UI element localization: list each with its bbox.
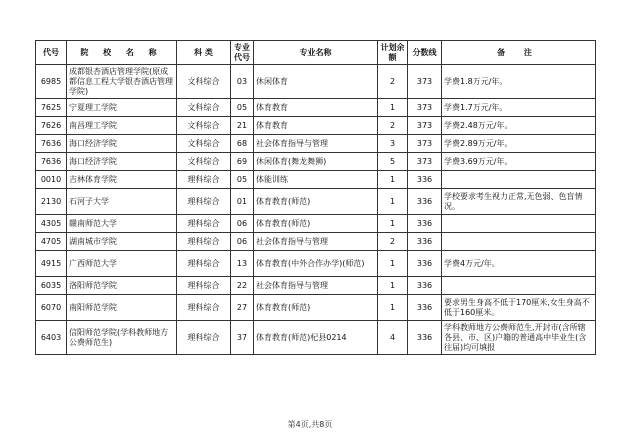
cell-school: 石河子大学	[67, 189, 177, 215]
cell-category: 理科综合	[177, 233, 231, 251]
cell-score: 336	[408, 233, 442, 251]
cell-score: 336	[408, 215, 442, 233]
cell-score: 336	[408, 277, 442, 295]
cell-major-name: 体育教育(师范)	[254, 215, 378, 233]
table-row	[36, 135, 596, 153]
table-row	[36, 215, 596, 233]
cell-category: 理科综合	[177, 189, 231, 215]
cell-major-name: 休闲体育	[254, 65, 378, 99]
cell-remark	[442, 277, 596, 295]
cell-plan: 5	[378, 153, 408, 171]
cell-score: 336	[408, 295, 442, 321]
cell-major-name: 体育教育(师范)杞县0214	[254, 321, 378, 355]
cell-school: 海口经济学院	[67, 135, 177, 153]
cell-major-code: 13	[231, 251, 254, 277]
header-code: 代号	[36, 41, 67, 65]
cell-remark: 学费1.7万元/年。	[442, 99, 596, 117]
table-row	[36, 65, 596, 99]
cell-category: 文科综合	[177, 135, 231, 153]
cell-category: 理科综合	[177, 277, 231, 295]
cell-plan: 2	[378, 233, 408, 251]
cell-code: 7636	[36, 153, 67, 171]
table-row	[36, 277, 596, 295]
cell-category: 文科综合	[177, 153, 231, 171]
table-row	[36, 117, 596, 135]
cell-school: 南昌理工学院	[67, 117, 177, 135]
cell-school: 广西师范大学	[67, 251, 177, 277]
cell-code: 4305	[36, 215, 67, 233]
cell-major-code: 01	[231, 189, 254, 215]
cell-category: 理科综合	[177, 321, 231, 355]
header-category: 科 类	[177, 41, 231, 65]
cell-remark: 学费4万元/年。	[442, 251, 596, 277]
cell-code: 2130	[36, 189, 67, 215]
cell-major-code: 06	[231, 233, 254, 251]
cell-score: 336	[408, 171, 442, 189]
cell-major-name: 体育教育	[254, 117, 378, 135]
cell-plan: 2	[378, 117, 408, 135]
header-remark: 备 注	[442, 41, 596, 65]
cell-category: 理科综合	[177, 295, 231, 321]
cell-plan: 4	[378, 321, 408, 355]
cell-score: 336	[408, 189, 442, 215]
cell-category: 文科综合	[177, 99, 231, 117]
cell-school: 洛阳师范学院	[67, 277, 177, 295]
cell-school: 赣南师范大学	[67, 215, 177, 233]
cell-remark: 学费1.8万元/年。	[442, 65, 596, 99]
cell-major-code: 27	[231, 295, 254, 321]
cell-major-name: 体育教育(师范)	[254, 189, 378, 215]
cell-code: 6403	[36, 321, 67, 355]
header-major-name: 专业名称	[254, 41, 378, 65]
cell-remark: 学科教师地方公费师范生,开封市(含所辖各县、市、区)户籍的普通高中毕业生(含往届)均可填报	[442, 321, 596, 355]
header-score: 分数线	[408, 41, 442, 65]
cell-major-name: 社会体育指导与管理	[254, 135, 378, 153]
cell-remark: 学费2.89万元/年。	[442, 135, 596, 153]
page-number: 第4页,共8页	[287, 420, 333, 429]
cell-school: 海口经济学院	[67, 153, 177, 171]
cell-major-code: 22	[231, 277, 254, 295]
cell-code: 7625	[36, 99, 67, 117]
cell-school: 南阳师范学院	[67, 295, 177, 321]
cell-code: 6035	[36, 277, 67, 295]
cell-score: 373	[408, 153, 442, 171]
header-school: 院 校 名 称	[67, 41, 177, 65]
cell-plan: 1	[378, 189, 408, 215]
cell-major-name: 休闲体育(舞龙舞狮)	[254, 153, 378, 171]
table-row	[36, 153, 596, 171]
cell-major-name: 体能训练	[254, 171, 378, 189]
cell-major-code: 05	[231, 99, 254, 117]
cell-remark	[442, 215, 596, 233]
cell-school: 吉林体育学院	[67, 171, 177, 189]
cell-score: 336	[408, 251, 442, 277]
cell-plan: 1	[378, 251, 408, 277]
cell-school: 成都银杏酒店管理学院(原成都信息工程大学银杏酒店管理学院)	[67, 65, 177, 99]
cell-plan: 1	[378, 215, 408, 233]
table-row	[36, 251, 596, 277]
cell-score: 373	[408, 65, 442, 99]
table-row	[36, 321, 596, 355]
table-row	[36, 295, 596, 321]
cell-plan: 1	[378, 295, 408, 321]
cell-major-code: 68	[231, 135, 254, 153]
cell-code: 7626	[36, 117, 67, 135]
cell-code: 6985	[36, 65, 67, 99]
cell-plan: 3	[378, 135, 408, 153]
cell-category: 理科综合	[177, 171, 231, 189]
cell-plan: 1	[378, 99, 408, 117]
cell-remark: 学费2.48万元/年。	[442, 117, 596, 135]
table-row	[36, 233, 596, 251]
cell-major-name: 社会体育指导与管理	[254, 277, 378, 295]
cell-major-name: 体育教育(师范)	[254, 295, 378, 321]
table-row	[36, 171, 596, 189]
cell-code: 4915	[36, 251, 67, 277]
cell-major-code: 06	[231, 215, 254, 233]
cell-category: 理科综合	[177, 215, 231, 233]
cell-remark	[442, 171, 596, 189]
cell-school: 湖南城市学院	[67, 233, 177, 251]
admission-table	[35, 40, 596, 355]
cell-major-code: 37	[231, 321, 254, 355]
cell-major-name: 体育教育(中外合作办学)(师范)	[254, 251, 378, 277]
table-row	[36, 99, 596, 117]
cell-code: 7636	[36, 135, 67, 153]
cell-category: 文科综合	[177, 65, 231, 99]
cell-score: 373	[408, 99, 442, 117]
cell-code: 6070	[36, 295, 67, 321]
cell-major-code: 03	[231, 65, 254, 99]
cell-major-code: 69	[231, 153, 254, 171]
cell-code: 4705	[36, 233, 67, 251]
cell-category: 文科综合	[177, 117, 231, 135]
table-row	[36, 189, 596, 215]
cell-plan: 1	[378, 277, 408, 295]
cell-major-name: 体育教育	[254, 99, 378, 117]
cell-major-code: 21	[231, 117, 254, 135]
cell-code: 0010	[36, 171, 67, 189]
cell-major-code: 05	[231, 171, 254, 189]
table-header-row	[36, 41, 596, 65]
cell-school: 信阳师范学院(学科教师地方公费师范生)	[67, 321, 177, 355]
cell-remark: 要求男生身高不低于170厘米,女生身高不低于160厘米。	[442, 295, 596, 321]
cell-plan: 2	[378, 65, 408, 99]
cell-remark	[442, 233, 596, 251]
cell-remark: 学校要求考生视力正常,无色弱、色盲情况。	[442, 189, 596, 215]
cell-category: 理科综合	[177, 251, 231, 277]
cell-remark: 学费3.69万元/年。	[442, 153, 596, 171]
header-plan: 计划余额	[378, 41, 408, 65]
header-major-code: 专业代号	[231, 41, 254, 65]
cell-plan: 1	[378, 171, 408, 189]
cell-major-name: 社会体育指导与管理	[254, 233, 378, 251]
cell-score: 336	[408, 321, 442, 355]
cell-school: 宁夏理工学院	[67, 99, 177, 117]
cell-score: 373	[408, 135, 442, 153]
cell-score: 373	[408, 117, 442, 135]
